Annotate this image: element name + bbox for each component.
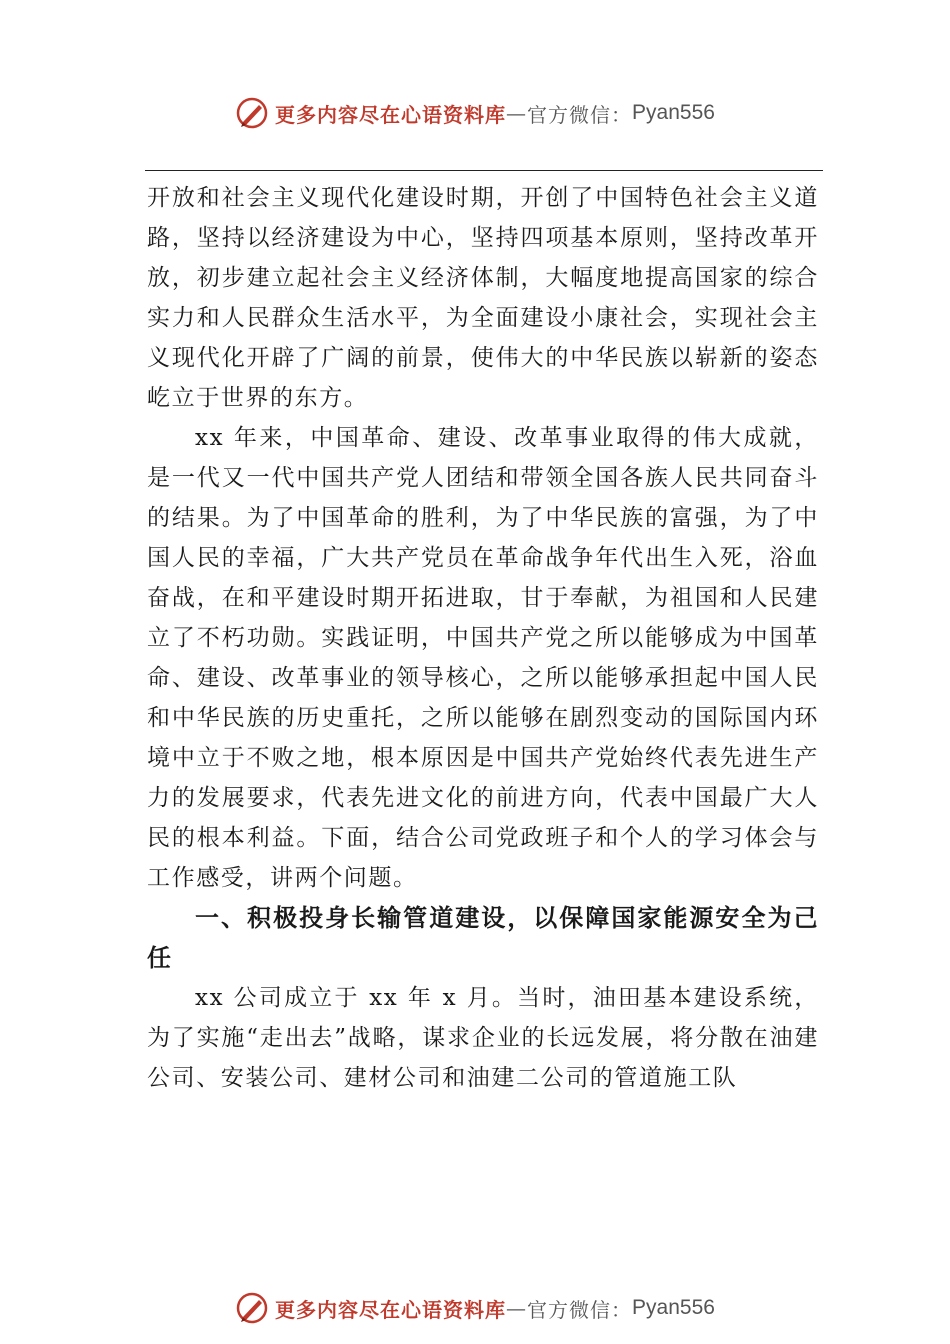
header-banner [0,96,950,130]
document-body [147,178,819,1098]
pen-logo-icon [235,96,269,130]
paragraph-3: xx 公司成立于 xx 年 x 月。当时，油田基本建设系统，为了实施“走出去”战略，谋求企业的长远发展，将分散在油建公司、安装公司、建材公司和油建二公司的管道施工队 [147,985,819,1091]
header-wechat-label: 官方微信： [527,102,633,127]
header-divider [145,170,823,171]
header-brand: 更多内容尽在心语资料库 [275,102,507,127]
paragraph-2: xx 年来，中国革命、建设、改革事业取得的伟大成就，是一代又一代中国共产党人团结和带领全国各族人民共同奋斗的结果。为了中国革命的胜利，为了中华民族的富强，为了中国人民的幸福，广大共产党员在革命战争年代出生入死，浴血奋战，在和平建设时期开拓进取，甘于奉献，为祖国和人民建立了不朽功勋。实践证明，中国共产党之所以能够成为中国革命、建设、改革事业的领导核心，之所以能够承担起中国人民和中华民族的历史重托，之所以能够在剧烈变动的国际国内环境中立于不败之地，根本原因是中国共产党始终代表先进生产力的发展要求，代表先进文化的前进方向，代表中国最广大人民的根本利益。下面，结合公司党政班子和个人的学习体会与工作感受，讲两个问题。 [147,425,819,891]
footer-brand: 更多内容尽在心语资料库 [275,1297,507,1322]
pen-logo-icon [235,1291,269,1325]
footer-banner [0,1291,950,1325]
header-separator: — [506,101,528,125]
footer-separator: — [506,1296,528,1320]
footer-wechat-id: Pyan556 [632,1296,715,1319]
paragraph-1: 开放和社会主义现代化建设时期，开创了中国特色社会主义道路，坚持以经济建设为中心，坚持四项基本原则，坚持改革开放，初步建立起社会主义经济体制，大幅度地提高国家的综合实力和人民群众生活水平，为全面建设小康社会，实现社会主义现代化开辟了广阔的前景，使伟大的中华民族以崭新的姿态屹立于世界的东方。 [147,185,819,411]
header-wechat-id: Pyan556 [632,101,715,124]
footer-wechat-label: 官方微信： [527,1297,633,1322]
section-heading-1: 一、积极投身长输管道建设，以保障国家能源安全为己任 [147,904,819,972]
